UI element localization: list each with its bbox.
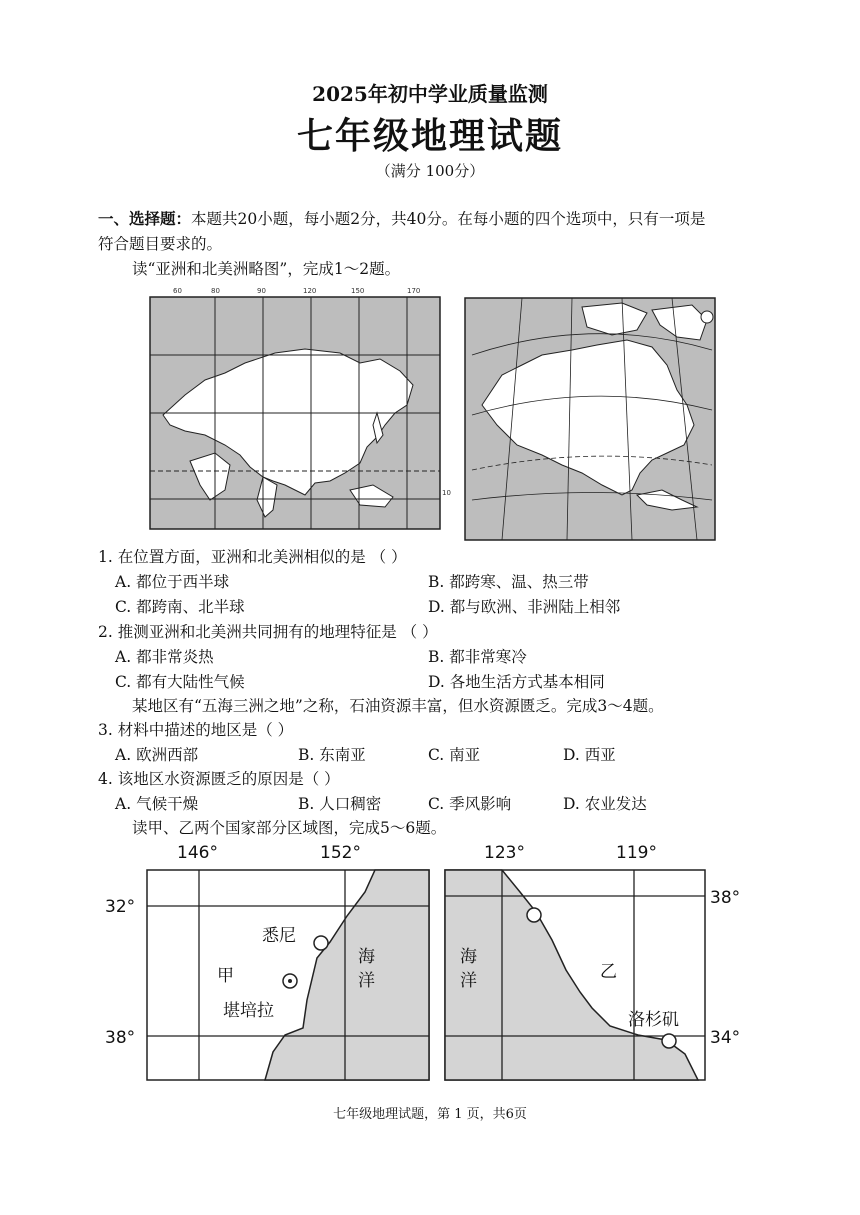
jia-lon-right: 152° [320, 843, 361, 863]
option-3d: D. 西亚 [563, 746, 616, 764]
yi-lat-top: 38° [710, 888, 741, 908]
section1-line1 [98, 207, 705, 229]
question-number: 3. [98, 721, 113, 739]
option-2c: C. 都有大陆性气候 [115, 673, 245, 691]
question-stem: 该地区水资源匮乏的原因是（ ） [117, 770, 340, 788]
asia-right-label: 10 [442, 489, 451, 497]
section1-heading: 一、选择题： [98, 209, 192, 228]
section1-instructions-line2: 符合题目要求的。 [98, 235, 223, 253]
los-angeles-marker-icon [662, 1034, 676, 1048]
jia-lat-top: 32° [105, 897, 136, 917]
question-stem: 在位置方面，亚洲和北美洲相似的是 （ ） [117, 548, 407, 566]
paper-title: 七年级地理试题 [296, 115, 563, 157]
option-3b: B. 东南亚 [298, 746, 366, 764]
yi-sea-label-1: 海 [460, 947, 477, 967]
canberra-label: 堪培拉 [223, 1001, 274, 1021]
question-number: 1. [98, 548, 113, 566]
capital-dot-icon [288, 979, 292, 983]
yi-lat-bottom: 34° [710, 1028, 741, 1048]
page-footer: 七年级地理试题，第 1 页，共6页 [333, 1107, 527, 1122]
question-2 [98, 620, 438, 642]
yi-lon-left: 123° [484, 843, 525, 863]
question-number: 2. [98, 623, 113, 641]
option-1a: A. 都位于西半球 [115, 573, 230, 591]
score-note: （满分 100分） [375, 162, 485, 180]
asia-lon-label: 120 [303, 287, 317, 295]
option-2a: A. 都非常炎热 [115, 648, 214, 666]
option-4a: A. 气候干燥 [115, 795, 199, 813]
question-number: 4. [98, 770, 113, 788]
option-1d: D. 都与欧洲、非洲陆上相邻 [428, 598, 621, 616]
jia-lon-left: 146° [177, 843, 218, 863]
asia-lon-label: 80 [211, 287, 220, 295]
question-1 [98, 545, 407, 567]
asia-lon-label: 90 [257, 287, 266, 295]
asia-lon-label: 170 [407, 287, 421, 295]
jia-lat-bottom: 38° [105, 1028, 136, 1048]
map-jia [95, 840, 435, 1085]
option-1b: B. 都跨寒、温、热三带 [428, 573, 589, 591]
intro-5-6: 读甲、乙两个国家部分区域图，完成5～6题。 [132, 819, 447, 837]
option-3a: A. 欧洲西部 [115, 746, 199, 764]
section1-instructions: 本题共20小题，每小题2分，共40分。在每小题的四个选项中，只有一项是 [191, 210, 706, 228]
option-3c: C. 南亚 [428, 746, 481, 764]
sydney-marker-icon [314, 936, 328, 950]
asia-lon-label: 150 [351, 287, 365, 295]
greenland-marker-icon [701, 311, 713, 323]
san-francisco-marker-icon [527, 908, 541, 922]
intro-3-4: 某地区有“五海三洲之地”之称，石油资源丰富，但水资源匮乏。完成3～4题。 [132, 697, 664, 715]
question-stem: 材料中描述的地区是（ ） [117, 721, 294, 739]
exam-title: 2025年初中学业质量监测 [312, 82, 548, 106]
sydney-label: 悉尼 [262, 926, 296, 946]
jia-sea-label-1: 海 [358, 947, 375, 967]
question-stem: 推测亚洲和北美洲共同拥有的地理特征是 （ ） [117, 623, 438, 641]
option-4b: B. 人口稠密 [298, 795, 382, 813]
option-2b: B. 都非常寒冷 [428, 648, 527, 666]
option-2d: D. 各地生活方式基本相同 [428, 673, 605, 691]
jia-sea-label-2: 洋 [358, 971, 375, 991]
jia-country-label: 甲 [217, 966, 234, 986]
question-4 [98, 767, 340, 789]
yi-sea-label-2: 洋 [460, 971, 477, 991]
option-1c: C. 都跨南、北半球 [115, 598, 245, 616]
yi-country-label: 乙 [600, 962, 617, 982]
intro-1-2: 读“亚洲和北美洲略图”，完成1～2题。 [132, 260, 401, 278]
asia-map [145, 285, 451, 535]
map-yi [440, 840, 770, 1085]
north-america-map [462, 295, 727, 545]
question-3 [98, 718, 293, 740]
los-angeles-label: 洛杉矶 [628, 1010, 679, 1030]
yi-lon-right: 119° [616, 843, 657, 863]
option-4c: C. 季风影响 [428, 795, 512, 813]
asia-lon-label: 60 [173, 287, 182, 295]
option-4d: D. 农业发达 [563, 795, 647, 813]
